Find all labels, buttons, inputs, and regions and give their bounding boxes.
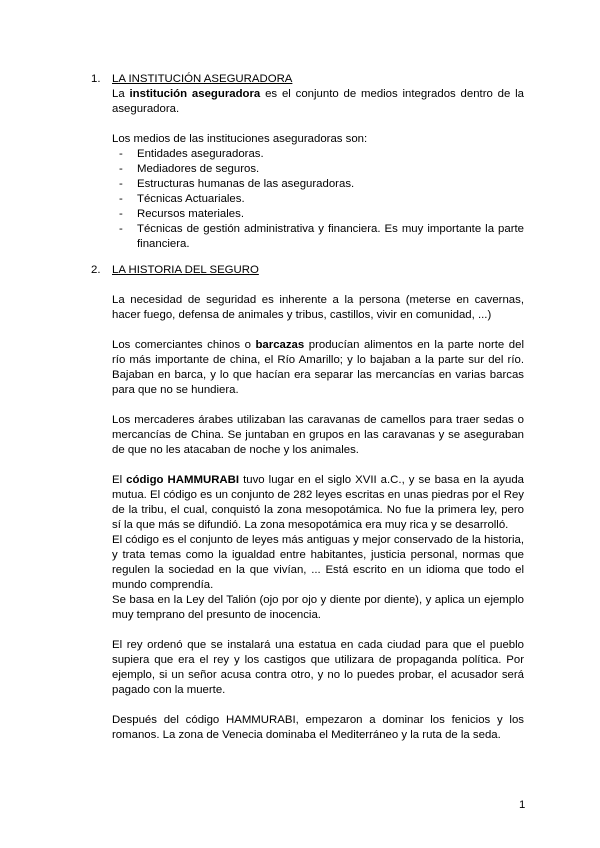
- section-number: 1.: [91, 73, 101, 85]
- paragraph: El código es el conjunto de leyes más antiguas y mejor conservado de la historia, y trata temas como la igualdad entre habitantes, justicia personal, normas que regulen la sociedad en la que vivían, ... Está escrito en un idioma que todo el mundo comprendía.: [112, 534, 524, 591]
- section-body: [112, 278, 524, 743]
- list-item: - Recursos materiales.: [112, 207, 524, 222]
- list-item-text: Estructuras humanas de las aseguradoras.: [137, 178, 355, 190]
- means-list: [112, 147, 524, 252]
- section-institucion: [91, 72, 541, 252]
- section-historia: [91, 263, 541, 743]
- list-item: - Técnicas Actuariales.: [112, 192, 524, 207]
- paragraph: El rey ordenó que se instalará una estatua en cada ciudad para que el pueblo supiera que era el rey y los castigos que utilizara de propaganda política. Por ejemplo, si un señor acusa contra otro, y no lo puedes probar, el acusador será pagado con la muerte.: [112, 639, 524, 696]
- paragraph: La necesidad de seguridad es inherente a la persona (meterse en cavernas, hacer fuego, defensa de animales y tribus, castillos, vivir en comunidad, ...): [112, 294, 524, 321]
- list-item: - Entidades aseguradoras.: [112, 147, 524, 162]
- paragraph: Se basa en la Ley del Talión (ojo por ojo y diente por diente), y aplica un ejemplo muy temprano del presunto de inocencia.: [112, 594, 524, 621]
- paragraph: Después del código HAMMURABI, empezaron a dominar los fenicios y los romanos. La zona de Venecia dominaba el Mediterráneo y la ruta de la seda.: [112, 714, 524, 741]
- section-title: LA HISTORIA DEL SEGURO: [112, 264, 259, 276]
- section-number: 2.: [91, 264, 101, 276]
- list-item: - Mediadores de seguros.: [112, 162, 524, 177]
- list-intro: Los medios de las instituciones aseguradoras son:: [112, 133, 368, 145]
- intro-paragraph: [112, 87, 524, 117]
- page-number: 1: [519, 799, 526, 811]
- section-heading: [91, 263, 541, 278]
- list-item-text: Entidades aseguradoras.: [137, 148, 264, 160]
- section-heading: [91, 72, 541, 87]
- paragraph: [112, 338, 524, 398]
- paragraph-text-post: producían alimentos en la parte norte del río más importante de china, el Río Amarillo; y lo bajaban a la parte sur del río. Bajaban en barca, y lo que hacían era separar las mercancías en varias barcas para que no se hundiera.: [112, 339, 524, 396]
- list-item-text: Técnicas de gestión administrativa y financiera. Es muy importante la parte financiera.: [137, 223, 524, 250]
- list-item: - Estructuras humanas de las aseguradoras.: [112, 177, 524, 192]
- paragraph-text-pre: El: [112, 474, 127, 486]
- paragraph: Los mercaderes árabes utilizaban las caravanas de camellos para traer sedas o mercancías de China. Se juntaban en grupos en las caravanas y se aseguraban de que no les atacaban de noche y los animales.: [112, 414, 524, 456]
- intro-text-post: es el conjunto de medios integrados dentro de la aseguradora.: [112, 88, 525, 115]
- section-body: [112, 87, 524, 252]
- list-item: - Técnicas de gestión administrativa y financiera. Es muy importante la parte financiera.: [119, 223, 524, 250]
- paragraph-text-post: tuvo lugar en el siglo XVII a.C., y se basa en la ayuda mutua. El código es un conjunto de 282 leyes escritas en unas piedras por el Rey de la tribu, el cual, conquistó la zona mesopotámica. No fue la primera ley, pero sí la que más se difundió. La zona mesopotámica era muy rica y se desarrolló.: [112, 474, 524, 531]
- list-item-text: Recursos materiales.: [137, 208, 244, 220]
- paragraph: [112, 473, 524, 533]
- list-item-text: Mediadores de seguros.: [137, 163, 260, 175]
- paragraph-text-bold: código HAMMURABI: [126, 474, 240, 486]
- list-item-text: Técnicas Actuariales.: [137, 193, 245, 205]
- paragraph-text-pre: Los comerciantes chinos o: [112, 339, 256, 351]
- section-title: LA INSTITUCIÓN ASEGURADORA: [112, 73, 293, 85]
- intro-text-bold: institución aseguradora: [129, 88, 261, 100]
- intro-text-pre: La: [112, 88, 130, 100]
- paragraph-text-bold: barcazas: [255, 339, 305, 351]
